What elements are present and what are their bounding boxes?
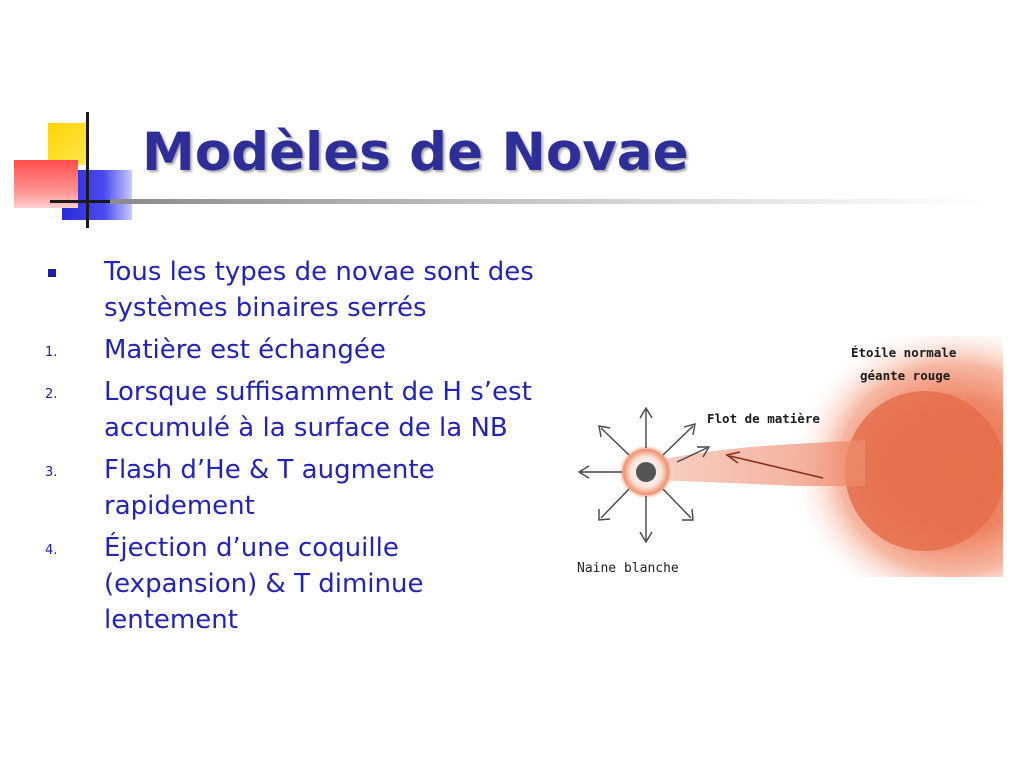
arrow-upleft-icon (601, 428, 629, 455)
square-bullet-icon (48, 269, 56, 277)
list-item-text: Flash d’He & T augmente rapidement (104, 455, 435, 521)
arrow-downright-icon (663, 489, 691, 518)
red-giant-star-icon (845, 391, 1003, 551)
vertical-rule (86, 112, 89, 228)
flow-label: Flot de matière (707, 411, 820, 426)
bullet-list (40, 254, 560, 644)
list-item (40, 530, 560, 638)
list-item (40, 374, 560, 446)
decorative-logo (0, 0, 150, 240)
dwarf-label: Naine blanche (577, 561, 679, 576)
yellow-square (48, 123, 86, 165)
list-item-text: Éjection d’une coquille (expansion) & T diminue lentement (104, 533, 424, 635)
list-item-number: 2. (45, 387, 58, 402)
list-item-number: 1. (45, 345, 58, 360)
list-item-text: Matière est échangée (104, 335, 386, 365)
title-underline (110, 199, 990, 204)
list-item (40, 254, 560, 326)
list-item-text: Lorsque suffisamment de H s’est accumulé à la surface de la NB (104, 377, 532, 443)
slide-title: Modèles de Novae (142, 122, 689, 183)
list-item-number: 3. (45, 465, 58, 480)
star-label-line2: géante rouge (860, 368, 951, 383)
list-item (40, 452, 560, 524)
nova-diagram (565, 336, 1003, 577)
arrow-downleft-icon (601, 489, 629, 518)
white-dwarf-icon (636, 462, 656, 482)
arrow-upright-icon (663, 426, 693, 455)
list-item (40, 332, 560, 368)
nova-diagram-svg (565, 336, 1003, 577)
list-item-number: 4. (45, 543, 58, 558)
star-label-line1: Étoile normale (851, 345, 957, 360)
list-item-text: Tous les types de novae sont des systèmes binaires serrés (104, 257, 534, 323)
